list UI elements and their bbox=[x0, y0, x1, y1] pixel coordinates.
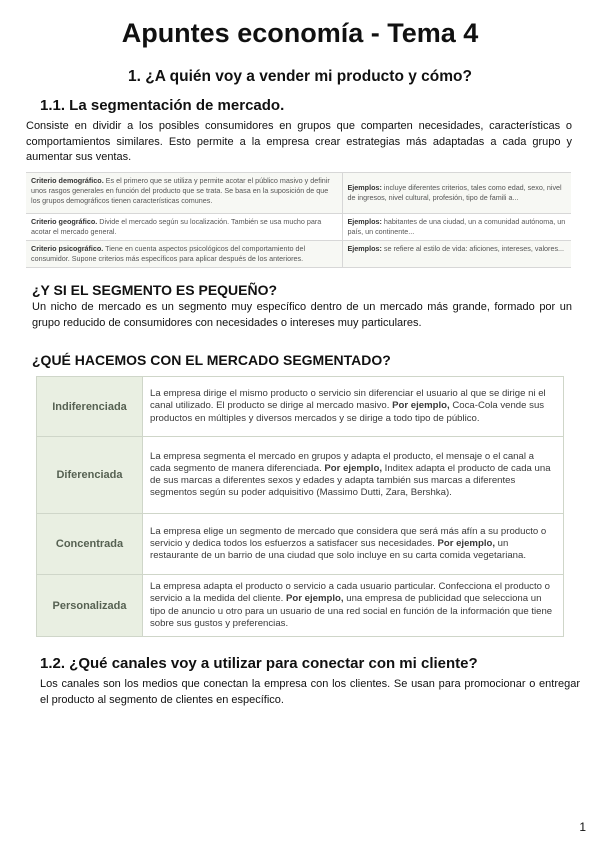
strategy-example-label: Por ejemplo, bbox=[285, 593, 344, 605]
criteria-text: Tiene en cuenta aspectos psicológicos del comportamiento del consumidor. Supone criterios más específicos para aplicar después de los anteriores. bbox=[31, 244, 306, 263]
strategy-example-label: Por ejemplo, bbox=[324, 462, 382, 474]
strategy-row bbox=[37, 377, 564, 437]
example-label: Ejemplos: bbox=[347, 183, 382, 192]
strategy-row bbox=[37, 514, 564, 575]
example-cell bbox=[342, 241, 571, 268]
channels-paragraph: Los canales son los medios que conectan la empresa con los clientes. Se usan para promocionar o entregar el producto al segmento de clientes en específico. bbox=[40, 678, 580, 706]
subsection-heading-segmentation: 1.1. La segmentación de mercado. bbox=[40, 97, 285, 114]
strategy-description bbox=[143, 575, 564, 637]
criteria-row bbox=[26, 241, 571, 268]
strategy-text: La empresa adapta el producto o servicio a cada usuario particular. Confecciona el producto o servicio a la medida del cliente. bbox=[150, 581, 550, 605]
segmentation-strategies-table bbox=[36, 376, 564, 637]
example-cell bbox=[342, 214, 571, 241]
example-label: Ejemplos: bbox=[347, 217, 382, 226]
segmented-heading: ¿QUÉ HACEMOS CON EL MERCADO SEGMENTADO? bbox=[32, 352, 391, 368]
example-text: se refiere al estilo de vida: aficiones, intereses, valores... bbox=[381, 244, 565, 253]
strategy-example-text: Coca-Cola vende sus productos en múltiples y diversos mercados y se dirige a todo tipo de público. bbox=[150, 400, 545, 424]
subsection-heading-channels: 1.2. ¿Qué canales voy a utilizar para conectar con mi cliente? bbox=[40, 655, 478, 672]
criteria-cell bbox=[26, 241, 342, 268]
strategy-example-text: un restaurante de un barrio de una ciudad que solo incluye en su carta comida vegetariana. bbox=[150, 537, 526, 562]
strategy-description bbox=[143, 514, 564, 575]
segmentation-paragraph: Consiste en dividir a los posibles consumidores en grupos que comparten necesidades, características o comportamientos similares. Esto permite a la empresa crear estrategias más adaptadas a cada grupo y aumentar sus ventas. bbox=[26, 120, 572, 163]
strategy-label: Concentrada bbox=[37, 514, 143, 575]
criteria-text: Es el primero que se utiliza y permite acotar el público masivo y definir unos rasgos generales en función del producto que se trata. Se basa en la suposición de que los grupos demográficos tienen características comunes. bbox=[31, 176, 330, 205]
criteria-label: Criterio geográfico. bbox=[31, 217, 98, 226]
strategy-example-text: Inditex adapta el producto de cada una de sus marcas a diferentes sexos y edades y adapta también sus marcas a diferentes segmentos según su poder adquisitivo (Massimo Dutti, Zara, Bershka). bbox=[150, 462, 551, 499]
strategy-description bbox=[143, 437, 564, 514]
strategy-row bbox=[37, 575, 564, 637]
strategy-label: Diferenciada bbox=[37, 437, 143, 514]
example-cell bbox=[342, 173, 571, 214]
example-label: Ejemplos: bbox=[347, 244, 382, 253]
strategy-example-label: Por ejemplo, bbox=[392, 400, 450, 412]
strategy-text: La empresa segmenta el mercado en grupos y adapta el producto, el mensaje o el canal a cada segmento de manera diferenciada. bbox=[150, 450, 534, 474]
page-title: Apuntes economía - Tema 4 bbox=[121, 18, 479, 48]
small-segment-paragraph: Un nicho de mercado es un segmento muy específico dentro de un mercado más grande, formado por un grupo reducido de consumidores con necesidades o intereses muy particulares. bbox=[32, 301, 572, 329]
section-heading: 1. ¿A quién voy a vender mi producto y cómo? bbox=[128, 68, 472, 85]
strategy-row bbox=[37, 437, 564, 514]
strategy-description bbox=[143, 377, 564, 437]
criteria-row bbox=[26, 173, 571, 214]
criteria-cell bbox=[26, 173, 342, 214]
criteria-cell bbox=[26, 214, 342, 241]
criteria-label: Criterio demográfico. bbox=[31, 176, 104, 185]
example-text: habitantes de una ciudad, un a comunidad autónoma, un país, un continente... bbox=[347, 217, 566, 236]
criteria-text: Divide el mercado según su localización. También se usa mucho para acotar el mercado general. bbox=[31, 217, 322, 236]
small-segment-heading: ¿Y SI EL SEGMENTO ES PEQUEÑO? bbox=[32, 282, 278, 298]
criteria-label: Criterio psicográfico. bbox=[31, 244, 104, 253]
strategy-label: Indiferenciada bbox=[37, 377, 143, 437]
page-number: 1 bbox=[579, 820, 586, 834]
strategy-label: Personalizada bbox=[37, 575, 143, 637]
strategy-text: La empresa elige un segmento de mercado que considera que será más afín a su producto o servicio y dedica todos los esfuerzos a satisfacer sus necesidades. bbox=[150, 525, 547, 549]
strategy-example-text: una empresa de publicidad que selecciona un tipo de anuncio u otro para un usuario de una red social en función de la información que tiene sobre sus gustos y preferencias. bbox=[150, 593, 553, 629]
example-text: incluye diferentes criterios, tales como edad, sexo, nivel de ingresos, nivel cultural, profesión, tipo de famili a... bbox=[347, 183, 562, 202]
strategy-example-label: Por ejemplo, bbox=[437, 537, 496, 549]
strategy-text: La empresa dirige el mismo producto o servicio sin diferenciar el usuario al que se dirige ni el canal utilizado. El producto se dirige al mercado masivo. bbox=[150, 388, 546, 412]
criteria-row bbox=[26, 214, 571, 241]
criteria-table bbox=[26, 172, 571, 268]
